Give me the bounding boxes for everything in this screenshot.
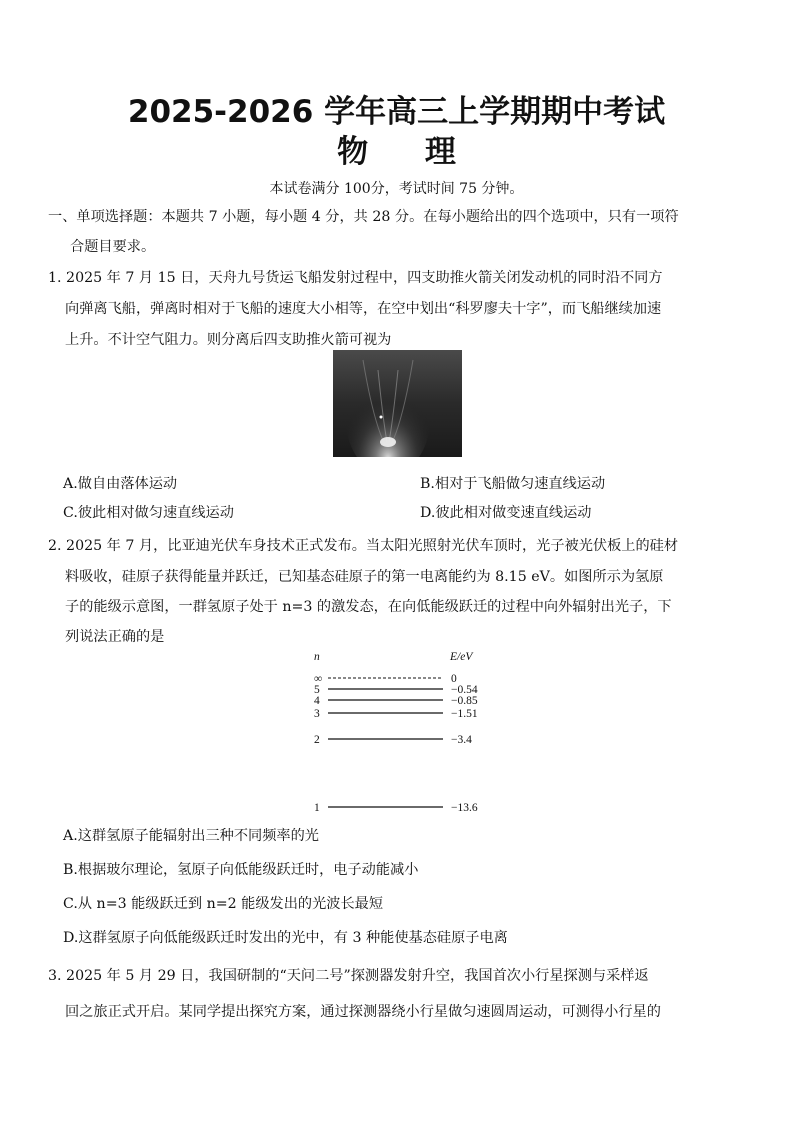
section-heading: 一、单项选择题：本题共 7 小题，每小题 4 分，共 28 分。在每小题给出的四个选项中，只有一项符	[48, 209, 679, 225]
q1-option-d: D.彼此相对做变速直线运动	[420, 505, 592, 521]
q1-line: 向弹离飞船，弹离时相对于飞船的速度大小相等，在空中划出“科罗廖夫十字”，而飞船继续加速	[65, 301, 662, 317]
q2-line: 2. 2025 年 7 月，比亚迪光伏车身技术正式发布。当太阳光照射光伏车顶时，光子被光伏板上的硅材	[48, 538, 679, 554]
energy-level-n-label: 1	[314, 802, 320, 814]
energy-level-n-label: 4	[314, 695, 320, 707]
energy-level-n-label: 2	[314, 734, 320, 746]
energy-axis-label: E/eV	[450, 651, 473, 663]
energy-level-value-label: −0.54	[451, 684, 478, 696]
q1-option-a: A.做自由落体运动	[63, 476, 178, 492]
section-heading-cont: 合题目要求。	[70, 239, 156, 255]
q2-line: 料吸收，硅原子获得能量并跃迁，已知基态硅原子的第一电离能约为 8.15 eV。如图所示为氢原	[65, 569, 664, 585]
energy-level-n-label: 5	[314, 684, 320, 696]
q2-line: 列说法正确的是	[65, 629, 165, 645]
energy-level-value-label: −0.85	[451, 695, 478, 707]
energy-level-value-label: 0	[451, 673, 457, 685]
n-axis-label: n	[314, 651, 320, 663]
q3-line: 3. 2025 年 5 月 29 日，我国研制的“天问二号”探测器发射升空，我国首次小行星探测与采样返	[48, 968, 649, 984]
energy-level-n-label: 3	[314, 708, 320, 720]
energy-level-diagram	[300, 645, 500, 820]
subject-title: 物 理	[337, 134, 456, 170]
exam-note: 本试卷满分 100分，考试时间 75 分钟。	[269, 181, 524, 197]
q2-option-c: C.从 n=3 能级跃迁到 n=2 能级发出的光波长最短	[63, 896, 384, 912]
rocket-photo	[333, 350, 462, 457]
energy-level-value-label: −3.4	[451, 734, 472, 746]
energy-level-n-label: ∞	[314, 673, 323, 685]
q2-line: 子的能级示意图，一群氢原子处于 n=3 的激发态，在向低能级跃迁的过程中向外辐射出光子，下	[65, 599, 672, 615]
q2-option-a: A.这群氢原子能辐射出三种不同频率的光	[63, 828, 319, 844]
q2-option-d: D.这群氢原子向低能级跃迁时发出的光中，有 3 种能使基态硅原子电离	[63, 930, 508, 946]
q1-option-b: B.相对于飞船做匀速直线运动	[420, 476, 606, 492]
q1-option-c: C.彼此相对做匀速直线运动	[63, 505, 234, 521]
q2-option-b: B.根据玻尔理论，氢原子向低能级跃迁时，电子动能减小	[63, 862, 419, 878]
q1-line: 上升。不计空气阻力。则分离后四支助推火箭可视为	[65, 332, 392, 348]
q3-line: 回之旅正式开启。某同学提出探究方案，通过探测器绕小行星做匀速圆周运动，可测得小行星的	[65, 1004, 661, 1020]
exam-title: 2025-2026 学年高三上学期期中考试	[127, 94, 666, 130]
q1-line: 1. 2025 年 7 月 15 日，天舟九号货运飞船发射过程中，四支助推火箭关闭发动机的同时沿不同方	[48, 270, 663, 286]
energy-level-value-label: −13.6	[451, 802, 478, 814]
energy-level-value-label: −1.51	[451, 708, 478, 720]
